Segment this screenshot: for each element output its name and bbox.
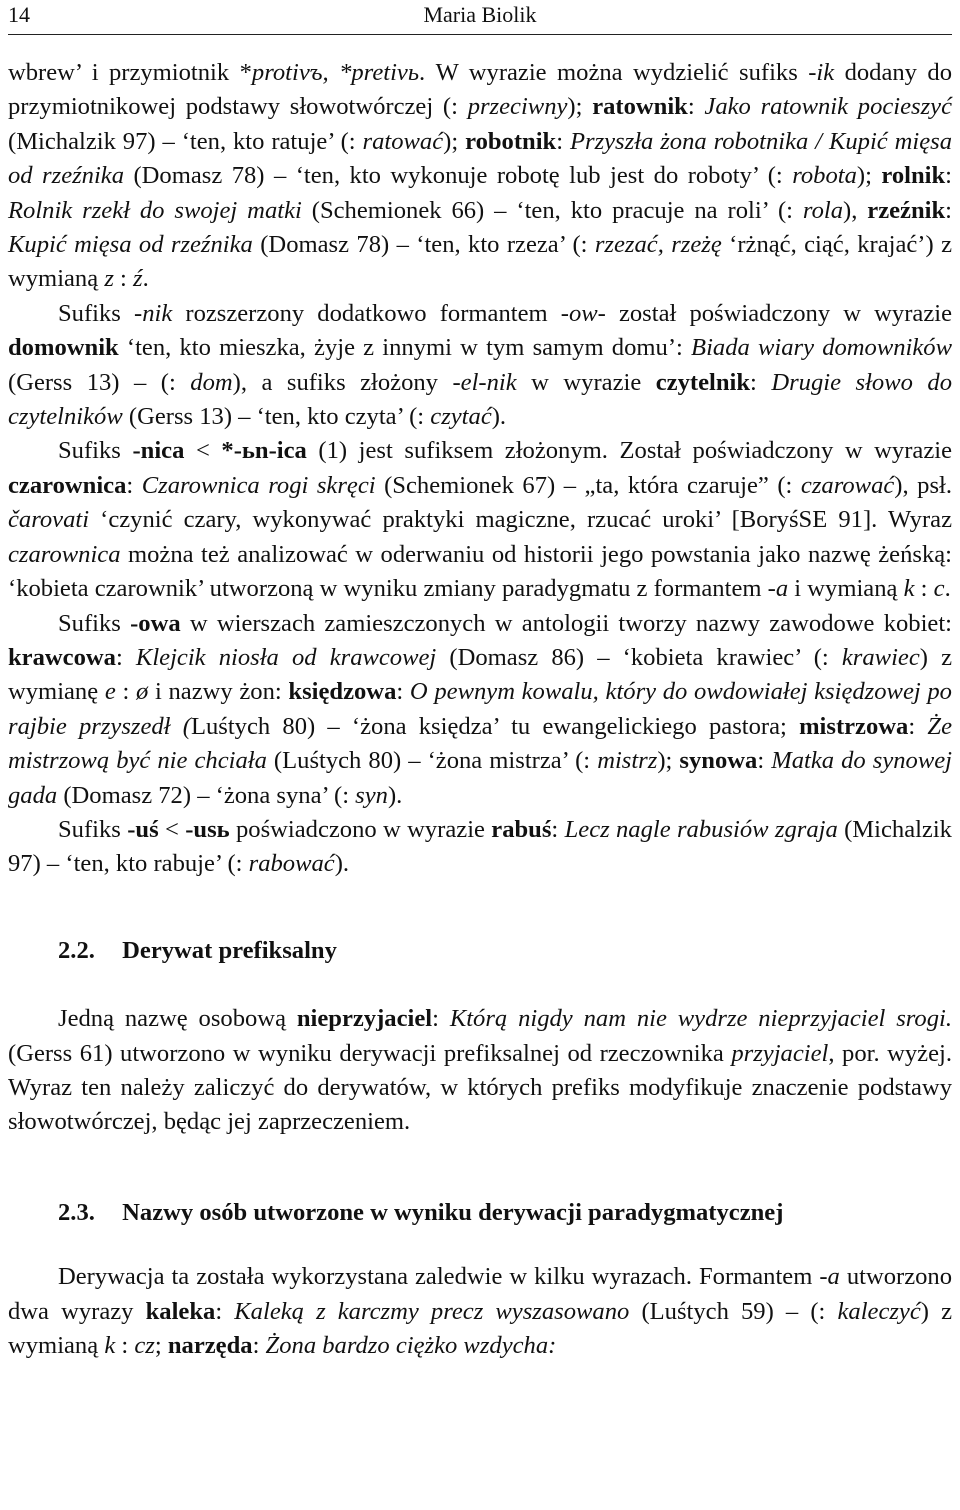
- bold-run: księdzowa: [288, 678, 397, 706]
- italic-run: protivъ, *pretivь: [251, 59, 420, 86]
- text-run: );: [443, 127, 466, 155]
- text-run: ‘czynić czary, wykonywać praktyki magiczne, rzucać uroki’ [BoryśSE 91]. Wyraz: [89, 506, 952, 534]
- text-run: :: [115, 643, 136, 671]
- bold-run: mistrzowa: [799, 712, 909, 740]
- italic-run: Biada wiary domowników: [691, 334, 952, 362]
- paragraph-4: [8, 607, 952, 813]
- bold-run: kaleka: [145, 1297, 216, 1325]
- text-run: (Schemionek 67) – „ta, która czaruje” (:: [375, 471, 801, 499]
- text-run: w wyrazie: [516, 368, 656, 396]
- text-run: (Michalzik 97) – ‘ten, kto rabuje’ (:: [8, 815, 952, 878]
- section-number: 2.3.: [58, 1198, 95, 1226]
- page-body: [8, 56, 952, 1363]
- paragraph-1: [8, 56, 952, 297]
- italic-run: Drugie słowo do czytelników: [8, 368, 952, 431]
- bold-run: rabuś: [491, 815, 552, 843]
- text-run: ‘ten, kto mieszka, żyje z innymi w tym samym domu’:: [118, 334, 692, 362]
- paragraph-5: [8, 813, 952, 882]
- text-run: (1) jest sufiksem złożonym. Został poświadczony w wyrazie: [306, 437, 953, 465]
- text-run: :: [115, 1332, 135, 1359]
- text-run: :: [945, 196, 952, 224]
- text-run: :: [396, 678, 410, 706]
- text-run: (Domasz 72) – ‘żona syna’ (:: [57, 781, 356, 809]
- text-run: ) z wymianą: [8, 1297, 952, 1359]
- text-run: );: [567, 93, 593, 121]
- text-run: Luśtych 80) – ‘żona księdza’ tu ewangelickiego pastora;: [190, 712, 800, 740]
- text-run: (Domasz 78) – ‘ten, kto wykonuje robotę lub jest do roboty’ (:: [124, 162, 793, 190]
- italic-run: Kupić mięsa od rzeźnika: [8, 231, 253, 259]
- bold-run: -usь: [185, 815, 230, 843]
- italic-run: Żona bardzo ciężko wzdycha:: [265, 1332, 557, 1359]
- text-run: );: [856, 162, 882, 190]
- italic-run: krawiec: [841, 643, 920, 671]
- paragraph-3: [8, 434, 952, 606]
- text-run: . W wyrazie można wydzielić sufiks: [419, 59, 809, 86]
- italic-run: czytać: [430, 403, 492, 431]
- italic-run: k: [104, 1332, 116, 1359]
- section-title: Derywat prefiksalny: [122, 936, 337, 964]
- text-run: ).: [491, 403, 507, 431]
- text-run: został poświadczony w wyrazie: [605, 299, 952, 327]
- text-run: :: [914, 575, 934, 603]
- text-run: :: [908, 712, 928, 740]
- text-run: (Gerss 13) – ‘ten, kto czyta’ (:: [122, 403, 431, 431]
- bold-run: narzęda: [167, 1332, 253, 1359]
- italic-run: cz: [134, 1332, 155, 1359]
- bold-run: czytelnik: [655, 368, 751, 396]
- paragraph-section-2-3: [8, 1260, 952, 1363]
- text-run: :: [252, 1332, 266, 1359]
- text-run: Sufiks: [58, 815, 128, 843]
- text-run: ), a sufiks złożony: [232, 368, 453, 396]
- bold-run: robotnik: [465, 127, 557, 155]
- text-run: utworzono dwa wyrazy: [8, 1263, 953, 1325]
- text-run: w wierszach zamieszczonych w antologii tworzy nazwy zawodowe kobiet:: [180, 609, 953, 637]
- text-run: (Luśtych 59) – (:: [629, 1297, 838, 1325]
- bold-run: -nica: [132, 437, 185, 465]
- text-run: (Schemionek 66) – ‘ten, kto pracuje na roli’ (:: [301, 196, 803, 224]
- bold-run: czarownica: [8, 471, 127, 499]
- italic-run: rabować: [248, 850, 335, 878]
- italic-run: ź: [133, 265, 143, 293]
- section-title: Nazwy osób utworzone w wyniku derywacji paradygmatycznej: [122, 1198, 784, 1226]
- italic-run: O pewnym kowalu, który do owdowiałej księdzowej po rajbie przyszedł (: [8, 678, 952, 740]
- paragraph-section-2-2: [8, 1002, 952, 1140]
- text-run: :: [432, 1005, 450, 1033]
- text-run: i wymianą: [788, 575, 904, 603]
- italic-run: rola: [802, 196, 844, 224]
- text-run: i nazwy żon:: [148, 678, 289, 706]
- section-number: 2.2.: [58, 936, 95, 964]
- text-run: :: [750, 368, 772, 396]
- text-run: :: [757, 747, 772, 775]
- italic-run: -ik: [808, 59, 835, 86]
- running-header: [8, 0, 952, 35]
- text-run: <: [184, 437, 222, 465]
- text-run: (Gerss 13) – (:: [8, 368, 191, 396]
- text-run: (Domasz 86) – ‘kobieta krawiec’ (:: [436, 643, 842, 671]
- text-run: :: [126, 471, 142, 499]
- text-run: :: [113, 265, 134, 293]
- italic-run: -el-nik: [452, 368, 517, 396]
- text-run: (Luśtych 80) – ‘żona mistrza’ (:: [266, 747, 598, 775]
- italic-run: Przyszła żona robotnika / Kupić mięsa od rzeźnika: [8, 127, 953, 190]
- italic-run: ratować: [362, 127, 444, 155]
- italic-run: -nik: [134, 299, 173, 327]
- text-run: Jedną nazwę osobową: [58, 1005, 297, 1033]
- section-heading-2-3: [8, 1196, 952, 1230]
- text-run: dodany do przymiotnikowej podstawy słowotwórczej (:: [8, 59, 952, 121]
- italic-run: mistrz: [597, 747, 658, 775]
- section-heading-2-2: [8, 934, 952, 968]
- italic-run: Czarownica rogi skręci: [141, 471, 376, 499]
- italic-run: -ow-: [560, 299, 606, 327]
- text-run: <: [158, 815, 186, 843]
- bold-run: rzeźnik: [867, 196, 946, 224]
- text-run: ), psł.: [894, 471, 952, 499]
- italic-run: Matka do synowej gada: [8, 747, 953, 809]
- italic-run: robota: [792, 162, 857, 190]
- bold-run: *-ьn-ica: [221, 437, 307, 465]
- text-run: :: [687, 93, 705, 121]
- text-run: );: [657, 747, 680, 775]
- italic-run: rzezać, rzeżę: [594, 231, 722, 259]
- text-run: Sufiks: [58, 437, 133, 465]
- italic-run: dom: [190, 368, 233, 396]
- italic-run: Kaleką z karczmy precz wyszasowano: [234, 1297, 630, 1325]
- italic-run: Rolnik rzekł do swojej matki: [8, 196, 302, 224]
- bold-run: krawcowa: [8, 643, 116, 671]
- bold-run: nieprzyjaciel: [296, 1005, 433, 1033]
- italic-run: ø: [135, 678, 149, 706]
- bold-run: -uś: [127, 815, 159, 843]
- italic-run: Którą nigdy nam nie wydrze nieprzyjaciel srogi.: [449, 1005, 953, 1033]
- italic-run: Klejcik niosła od krawcowej: [135, 643, 437, 671]
- running-author: Maria Biolik: [423, 2, 537, 27]
- bold-run: synowa: [679, 747, 758, 775]
- italic-run: kaleczyć: [837, 1297, 921, 1325]
- italic-run: czarować: [800, 471, 895, 499]
- text-run: Derywacja ta została wykorzystana zaledwie w kilku wyrazach. Formantem: [58, 1263, 820, 1291]
- text-run: (Domasz 78) – ‘ten, kto rzeza’ (:: [252, 231, 595, 259]
- text-run: :: [945, 162, 953, 190]
- bold-run: domownik: [8, 334, 119, 362]
- italic-run: Że mistrzową być nie chciała: [8, 712, 952, 775]
- text-run: Sufiks: [58, 609, 131, 637]
- text-run: (Gerss 61) utworzono w wyniku derywacji prefiksalnej od rzeczownika: [8, 1039, 732, 1067]
- text-run: ).: [387, 781, 403, 809]
- text-run: poświadczono w wyrazie: [229, 815, 492, 843]
- text-run: (Michalzik 97) – ‘ten, kto ratuje’ (:: [8, 127, 363, 155]
- italic-run: przeciwny: [467, 93, 568, 121]
- text-run: , por. wyżej. Wyraz ten należy zaliczyć do derywatów, w których prefiks modyfikuje znaczenie podstawy słowotwórczej, będąc jej zaprzeczeniem.: [8, 1039, 952, 1136]
- text-run: wbrew’ i przymiotnik *: [8, 59, 252, 86]
- text-run: :: [115, 678, 136, 706]
- text-run: ;: [154, 1332, 168, 1359]
- italic-run: syn: [355, 781, 388, 809]
- text-run: ) z wymianę: [8, 643, 952, 706]
- paragraph-2: [8, 297, 952, 435]
- italic-run: k: [903, 575, 915, 603]
- text-run: :: [551, 815, 565, 843]
- text-run: :: [215, 1297, 235, 1325]
- italic-run: -a: [819, 1263, 840, 1291]
- text-run: ).: [334, 850, 350, 878]
- italic-run: czarownica: [8, 540, 121, 568]
- italic-run: z: [104, 265, 114, 293]
- bold-run: -owa: [130, 609, 181, 637]
- text-run: :: [556, 127, 570, 155]
- italic-run: przyjaciel: [731, 1039, 829, 1067]
- text-run: można też analizować w oderwaniu od historii jego powstania jako nazwę żeńską: ‘kobieta czarownik’ utworzoną w wyniku zmiany paradygmatu z formantem: [8, 540, 952, 603]
- italic-run: c: [933, 575, 945, 603]
- italic-run: čarovati: [8, 506, 90, 534]
- italic-run: Lecz nagle rabusiów zgraja: [564, 815, 838, 843]
- text-run: .: [944, 575, 951, 603]
- bold-run: rolnik: [881, 162, 946, 190]
- text-run: .: [142, 265, 149, 293]
- text-run: rozszerzony dodatkowo formantem: [172, 299, 561, 327]
- text-run: ‘rżnąć, ciąć, krajać’) z wymianą: [8, 231, 952, 293]
- page-number: 14: [8, 2, 30, 27]
- text-run: ),: [843, 196, 868, 224]
- text-run: Sufiks: [58, 299, 134, 327]
- bold-run: ratownik: [592, 93, 688, 121]
- italic-run: e: [104, 678, 116, 706]
- italic-run: -a: [767, 575, 789, 603]
- italic-run: Jako ratownik pocieszyć: [704, 93, 952, 121]
